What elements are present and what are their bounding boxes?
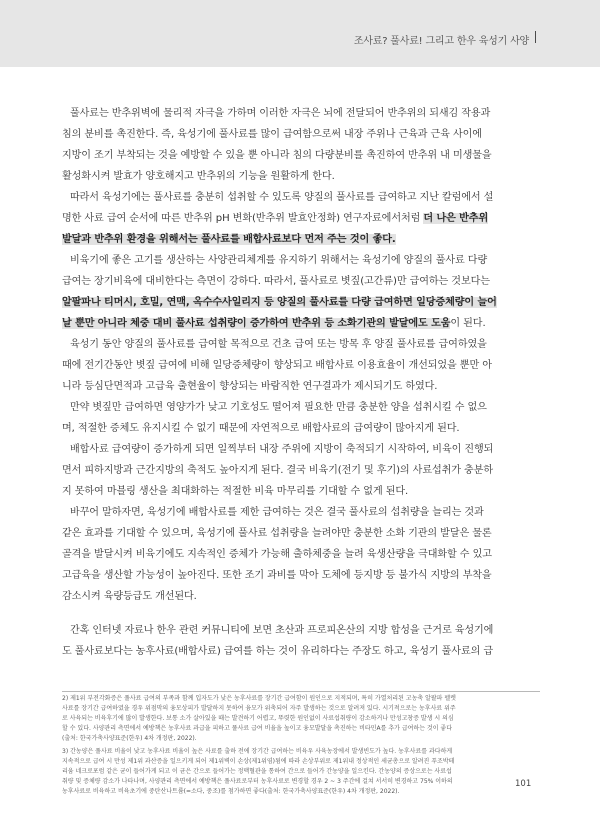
body-line: 배합사료 급여량이 증가하게 되면 일찍부터 내장 주위에 지방이 축적되기 시작하여, 비육이 진행되 (70, 444, 494, 455)
highlighted-text: 발달과 반추위 환경을 위해서는 풀사료를 배합사료보다 먼저 주는 것이 좋다. (62, 234, 396, 245)
body-line (62, 208, 488, 229)
highlighted-text: 날 뿐만 아니라 체중 대비 풀사료 섭취량이 증가하여 반추위 등 소화기관의 발달에도 도움 (62, 318, 451, 329)
highlighted-text: 더 나은 반추위 (423, 213, 489, 224)
body-line: 바꾸어 말하자면, 육성기에 배합사료를 제한 급여하는 것은 결국 풀사료의 섭취량을 늘리는 것과 (70, 507, 484, 518)
footnote-line: (출처: 한국가축사양표준(한우) 4차 개정판, 2022). (62, 735, 197, 742)
body-line: 만약 볏짚만 급여하면 영양가가 낮고 기호성도 떨어져 필요한 만큼 충분한 양을 섭취시킬 수 없으 (70, 402, 487, 413)
body-line (62, 313, 486, 334)
header-separator (535, 31, 536, 43)
footnote-line: 취량 및 증체량 감소가 나타나며, 사양관리 측면에서 예방책은 풀사료로부터 농후사료로 변경할 경우 2 ~ 3 주간에 걸쳐 서서히 변경하고 75% 이하의 (62, 778, 453, 785)
body-line: 감소시켜 육량등급도 개선된다. (62, 591, 197, 602)
body-line: 며, 적절한 증체도 유지시킬 수 없기 때문에 자연적으로 배합사료의 급여량이 많아지게 된다. (62, 423, 460, 434)
footnote-line: 할 수 있다. 사양관리 측면에서 예방책은 농후사료 과급을 피하고 풀사료 급여 비율을 높이고 융모발달을 촉진하는 비타민A를 추가 급여하는 것이 좋다 (62, 725, 453, 732)
body-line: 육성기 동안 양질의 풀사료를 급여할 목적으로 건초 급여 또는 방목 후 양질 풀사료를 급여하였을 (70, 339, 487, 350)
running-header-title: 조사료? 풀사료! 그리고 한우 육성기 사양 (353, 36, 529, 47)
footnote-line: 리움 네크로포럼 같은 균이 들어가게 되고 이 균은 간으로 들어가는 정맥혈관을 통하여 간으로 들어가 간농양을 일으킨다. 간농양의 증상으로는 사료섭 (62, 768, 452, 775)
body-line: 때에 전기간동안 볏짚 급여에 비해 일당증체량이 향상되고 배합사료 이용효율이 개선되었을 뿐만 아 (62, 360, 492, 371)
highlighted-text: 알팔파나 티머시, 호밀, 연맥, 옥수수사일리지 등 양질의 풀사료를 다량 급여하면 일당증체량이 늘어 (62, 297, 497, 308)
footnote-line: 로 사육되는 비육후기에 많이 발생한다. 보통 소가 살아있을 때는 발견하기 어렵고, 뚜렷한 원인없이 사료섭취량이 감소하거나 만성고창증 발생 시 의심 (62, 715, 454, 722)
footnote-line: 사료를 장기간 급여하였을 경우 위점막의 융모상피가 발달하지 못하여 융모가 위축되어 자주 발생하는 것으로 알려져 있다. 시기적으로는 농후사료 위주 (62, 705, 456, 712)
body-line: 따라서 육성기에는 풀사료를 충분히 섭취할 수 있도록 양질의 풀사료를 급여하고 지난 칼럼에서 설 (70, 192, 494, 203)
body-line: 활성화시켜 발효가 양호해지고 반추위의 기능을 원활하게 한다. (62, 171, 335, 182)
body-line: 니라 등심단면적과 고급육 출현율이 향상되는 바람직한 연구결과가 제시되기도 하였다. (62, 381, 438, 392)
body-line: 면서 피하지방과 근간지방의 축적도 높아지게 된다. 결국 비육기(전기 및 후기)의 사료섭취가 충분하 (62, 465, 493, 476)
body-line: 도 풀사료보다는 농후사료(배합사료) 급여를 하는 것이 유리하다는 주장도 하고, 육성기 풀사료의 급 (62, 646, 493, 657)
header-bar (0, 0, 600, 67)
footnote-line: 농후사료로 비육하고 비육초기에 중탄산나트륨(=소다, 중조)를 첨가하면 좋다(출처: 한국가축사양표준(한우) 4차 개정판, 2022). (62, 788, 400, 795)
body-line: 간혹 인터넷 자료나 한우 관련 커뮤니티에 보면 초산과 프로피온산의 지방 합성을 근거로 육성기에 (70, 625, 494, 636)
body-line (62, 229, 396, 250)
footnote-line: 지속적으로 급여 시 만성 제1위 과산증을 일으키게 되어 제1위벽이 손상(제1위염)됨에 따라 손상부위로 제1위내 정상적인 세균총으로 알려진 푸조박테 (62, 758, 455, 765)
body-line (62, 292, 497, 313)
body-line: 풀사료는 반추위벽에 물리적 자극을 가하며 이러한 자극은 뇌에 전달되어 반추위의 되새김 작용과 (70, 108, 491, 119)
body-line: 비육기에 좋은 고기를 생산하는 사양관리체계를 유지하기 위해서는 육성기에 양질의 풀사료 다량 (70, 255, 488, 266)
body-text-run: 이 된다. (450, 318, 486, 329)
body-line: 급여는 장기비육에 대비한다는 측면이 강하다. 따라서, 풀사료로 볏짚(고간류)만 급여하는 것보다는 (62, 276, 490, 287)
footnote-divider (62, 691, 540, 692)
footnote-line: 3) 간농양은 풀사료 비율이 낮고 농후사료 비율이 높은 사료를 출하 전에 장기간 급여하는 비육우 사육농장에서 발생빈도가 높다. 농후사료를 과다하게 (62, 748, 453, 755)
page-number: 101 (515, 779, 532, 789)
body-line: 지방이 조기 부착되는 것을 예방할 수 있을 뿐 아니라 침의 다량분비를 촉진하여 반추위 내 미생물을 (62, 150, 492, 161)
footnote-line: 2) 제1위 부전각화증은 풀사료 급여의 부족과 함께 입자도가 낮은 농후사료를 장기간 급여함이 원인으로 지적되며, 특히 가열처리된 고농축 알팔파 펠렛 (62, 695, 456, 702)
body-line: 침의 분비를 촉진한다. 즉, 육성기에 풀사료를 많이 급여함으로써 내장 주위나 근육과 근육 사이에 (62, 129, 482, 140)
body-line: 지 못하여 마블링 생산을 최대화하는 적절한 비육 마무리를 기대할 수 없게 된다. (62, 486, 409, 497)
body-line: 고급육을 생산할 가능성이 높아진다. 또한 조기 과비를 막아 도체에 등지방 등 불가식 지방의 부착을 (62, 570, 492, 581)
body-text-run: 명한 사료 급여 순서에 따른 반추위 pH 변화(반추위 발효안정화) 연구자료에서처럼 (62, 213, 424, 224)
body-line: 같은 효과를 기대할 수 있으며, 육성기에 풀사료 섭취량을 늘려야만 충분한 소화 기관의 발달은 물론 (62, 528, 492, 539)
body-line: 골격을 발달시켜 비육기에도 지속적인 증체가 가능해 출하체중을 늘려 육생산량을 극대화할 수 있고 (62, 549, 492, 560)
